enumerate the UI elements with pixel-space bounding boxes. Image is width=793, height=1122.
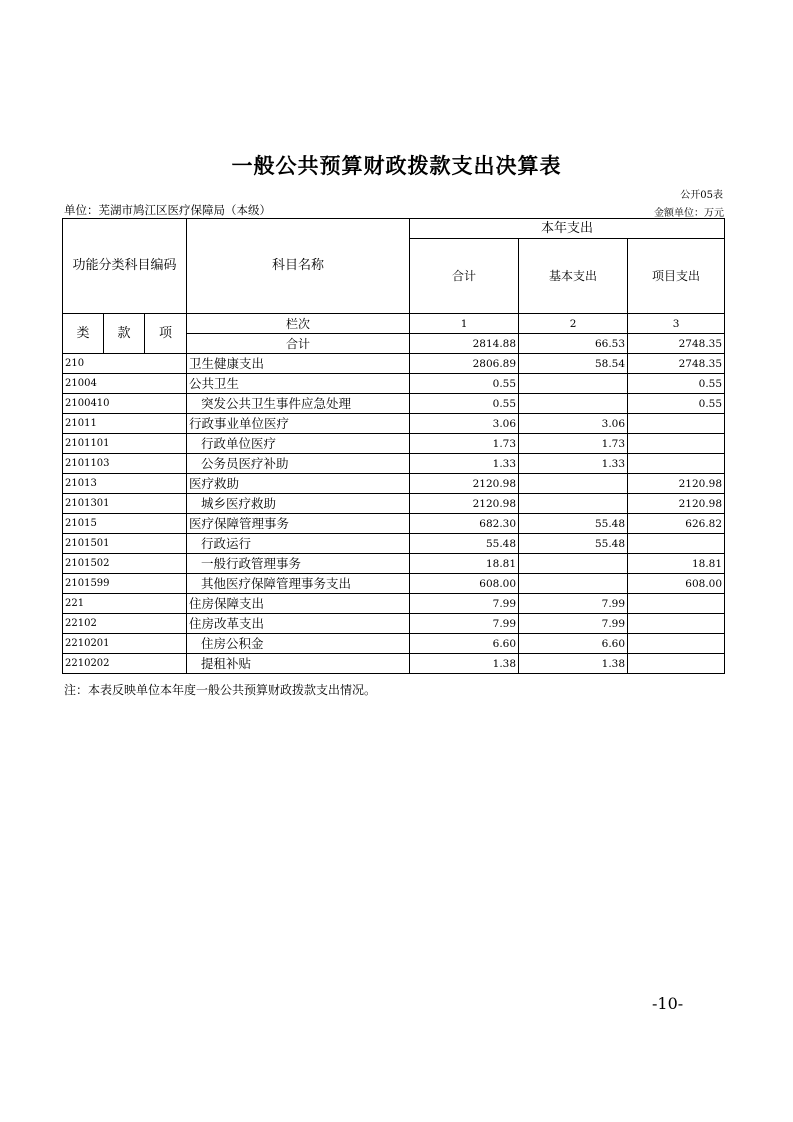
table-row	[63, 554, 725, 574]
table-row	[63, 514, 725, 534]
amount-project	[628, 434, 725, 454]
header-total: 合计	[410, 239, 519, 314]
subject-name: 突发公共卫生事件应急处理	[187, 394, 410, 414]
table-row	[63, 454, 725, 474]
amount-basic	[519, 554, 628, 574]
subject-name: 医疗救助	[187, 474, 410, 494]
amount-total: 7.99	[410, 594, 519, 614]
amount-total: 2120.98	[410, 474, 519, 494]
subject-code: 22102	[63, 614, 187, 634]
amount-basic	[519, 374, 628, 394]
header-xiang: 项	[145, 314, 187, 354]
subject-name: 住房公积金	[187, 634, 410, 654]
amount-basic: 7.99	[519, 594, 628, 614]
amount-total: 1.73	[410, 434, 519, 454]
subject-code: 2101101	[63, 434, 187, 454]
subject-name: 住房保障支出	[187, 594, 410, 614]
subject-code: 21015	[63, 514, 187, 534]
table-row	[63, 474, 725, 494]
header-kuan: 款	[104, 314, 145, 354]
amount-total: 55.48	[410, 534, 519, 554]
table-row	[63, 394, 725, 414]
subject-code: 2101103	[63, 454, 187, 474]
amount-basic: 7.99	[519, 614, 628, 634]
unit-line	[64, 202, 724, 219]
page-number: -10-	[652, 994, 684, 1013]
header-project: 项目支出	[628, 239, 725, 314]
form-number: 公开05表	[680, 190, 723, 201]
amount-unit-label: 金额单位：万元	[654, 208, 724, 219]
table-row	[63, 634, 725, 654]
subject-code: 2101301	[63, 494, 187, 514]
table-row	[63, 494, 725, 514]
subject-name: 公务员医疗补助	[187, 454, 410, 474]
amount-basic: 55.48	[519, 534, 628, 554]
amount-total: 6.60	[410, 634, 519, 654]
expenditure-table	[62, 218, 725, 674]
subject-code: 21011	[63, 414, 187, 434]
amount-basic: 3.06	[519, 414, 628, 434]
table-row	[63, 374, 725, 394]
amount-project	[628, 414, 725, 434]
header-current-year: 本年支出	[410, 219, 725, 239]
header-lei: 类	[63, 314, 104, 354]
subject-code: 2101599	[63, 574, 187, 594]
amount-total: 18.81	[410, 554, 519, 574]
amount-project: 0.55	[628, 374, 725, 394]
amount-basic: 58.54	[519, 354, 628, 374]
amount-project	[628, 654, 725, 674]
table-row	[63, 534, 725, 554]
header-subject-name: 科目名称	[187, 219, 410, 314]
amount-project: 2748.35	[628, 354, 725, 374]
amount-basic	[519, 394, 628, 414]
subject-code: 221	[63, 594, 187, 614]
subject-code: 2101501	[63, 534, 187, 554]
amount-project: 0.55	[628, 394, 725, 414]
table-row	[63, 354, 725, 374]
subject-name: 住房改革支出	[187, 614, 410, 634]
amount-project: 18.81	[628, 554, 725, 574]
subject-code: 2210201	[63, 634, 187, 654]
total-row-label: 合计	[187, 334, 410, 354]
amount-total: 0.55	[410, 374, 519, 394]
subject-code: 2101502	[63, 554, 187, 574]
amount-project	[628, 614, 725, 634]
column-number-2: 2	[519, 314, 628, 334]
amount-project: 626.82	[628, 514, 725, 534]
amount-total: 2120.98	[410, 494, 519, 514]
unit-label: 单位：芜湖市鸠江区医疗保障局（本级）	[64, 203, 271, 217]
amount-basic: 1.73	[519, 434, 628, 454]
amount-basic: 1.38	[519, 654, 628, 674]
subject-name: 一般行政管理事务	[187, 554, 410, 574]
column-number-3: 3	[628, 314, 725, 334]
table-row	[63, 614, 725, 634]
subject-code: 210	[63, 354, 187, 374]
column-number-1: 1	[410, 314, 519, 334]
amount-project	[628, 634, 725, 654]
amount-project	[628, 594, 725, 614]
amount-total: 682.30	[410, 514, 519, 534]
amount-project: 2120.98	[628, 474, 725, 494]
subject-name: 行政单位医疗	[187, 434, 410, 454]
table-row	[63, 414, 725, 434]
amount-basic	[519, 494, 628, 514]
total-row-total: 2814.88	[410, 334, 519, 354]
amount-basic: 55.48	[519, 514, 628, 534]
subject-name: 公共卫生	[187, 374, 410, 394]
subject-code: 21004	[63, 374, 187, 394]
subject-code: 21013	[63, 474, 187, 494]
subject-name: 卫生健康支出	[187, 354, 410, 374]
amount-basic: 1.33	[519, 454, 628, 474]
page-title: 一般公共预算财政拨款支出决算表	[231, 154, 562, 178]
amount-total: 608.00	[410, 574, 519, 594]
table-row	[63, 654, 725, 674]
total-row-basic: 66.53	[519, 334, 628, 354]
total-row-project: 2748.35	[628, 334, 725, 354]
table-row	[63, 574, 725, 594]
subject-name: 行政事业单位医疗	[187, 414, 410, 434]
subject-name: 医疗保障管理事务	[187, 514, 410, 534]
amount-project	[628, 454, 725, 474]
amount-total: 2806.89	[410, 354, 519, 374]
amount-total: 3.06	[410, 414, 519, 434]
amount-project: 2120.98	[628, 494, 725, 514]
table-note: 注：本表反映单位本年度一般公共预算财政拨款支出情况。	[64, 683, 377, 697]
header-column-seq: 栏次	[187, 314, 410, 334]
header-func-code: 功能分类科目编码	[63, 219, 187, 314]
amount-basic	[519, 474, 628, 494]
amount-basic: 6.60	[519, 634, 628, 654]
subject-code: 2100410	[63, 394, 187, 414]
subject-name: 提租补贴	[187, 654, 410, 674]
amount-project: 608.00	[628, 574, 725, 594]
table-row	[63, 434, 725, 454]
subject-name: 行政运行	[187, 534, 410, 554]
subject-name: 其他医疗保障管理事务支出	[187, 574, 410, 594]
amount-total: 0.55	[410, 394, 519, 414]
amount-project	[628, 534, 725, 554]
amount-total: 1.33	[410, 454, 519, 474]
table-row	[63, 594, 725, 614]
subject-code: 2210202	[63, 654, 187, 674]
amount-basic	[519, 574, 628, 594]
header-basic: 基本支出	[519, 239, 628, 314]
amount-total: 7.99	[410, 614, 519, 634]
subject-name: 城乡医疗救助	[187, 494, 410, 514]
amount-total: 1.38	[410, 654, 519, 674]
